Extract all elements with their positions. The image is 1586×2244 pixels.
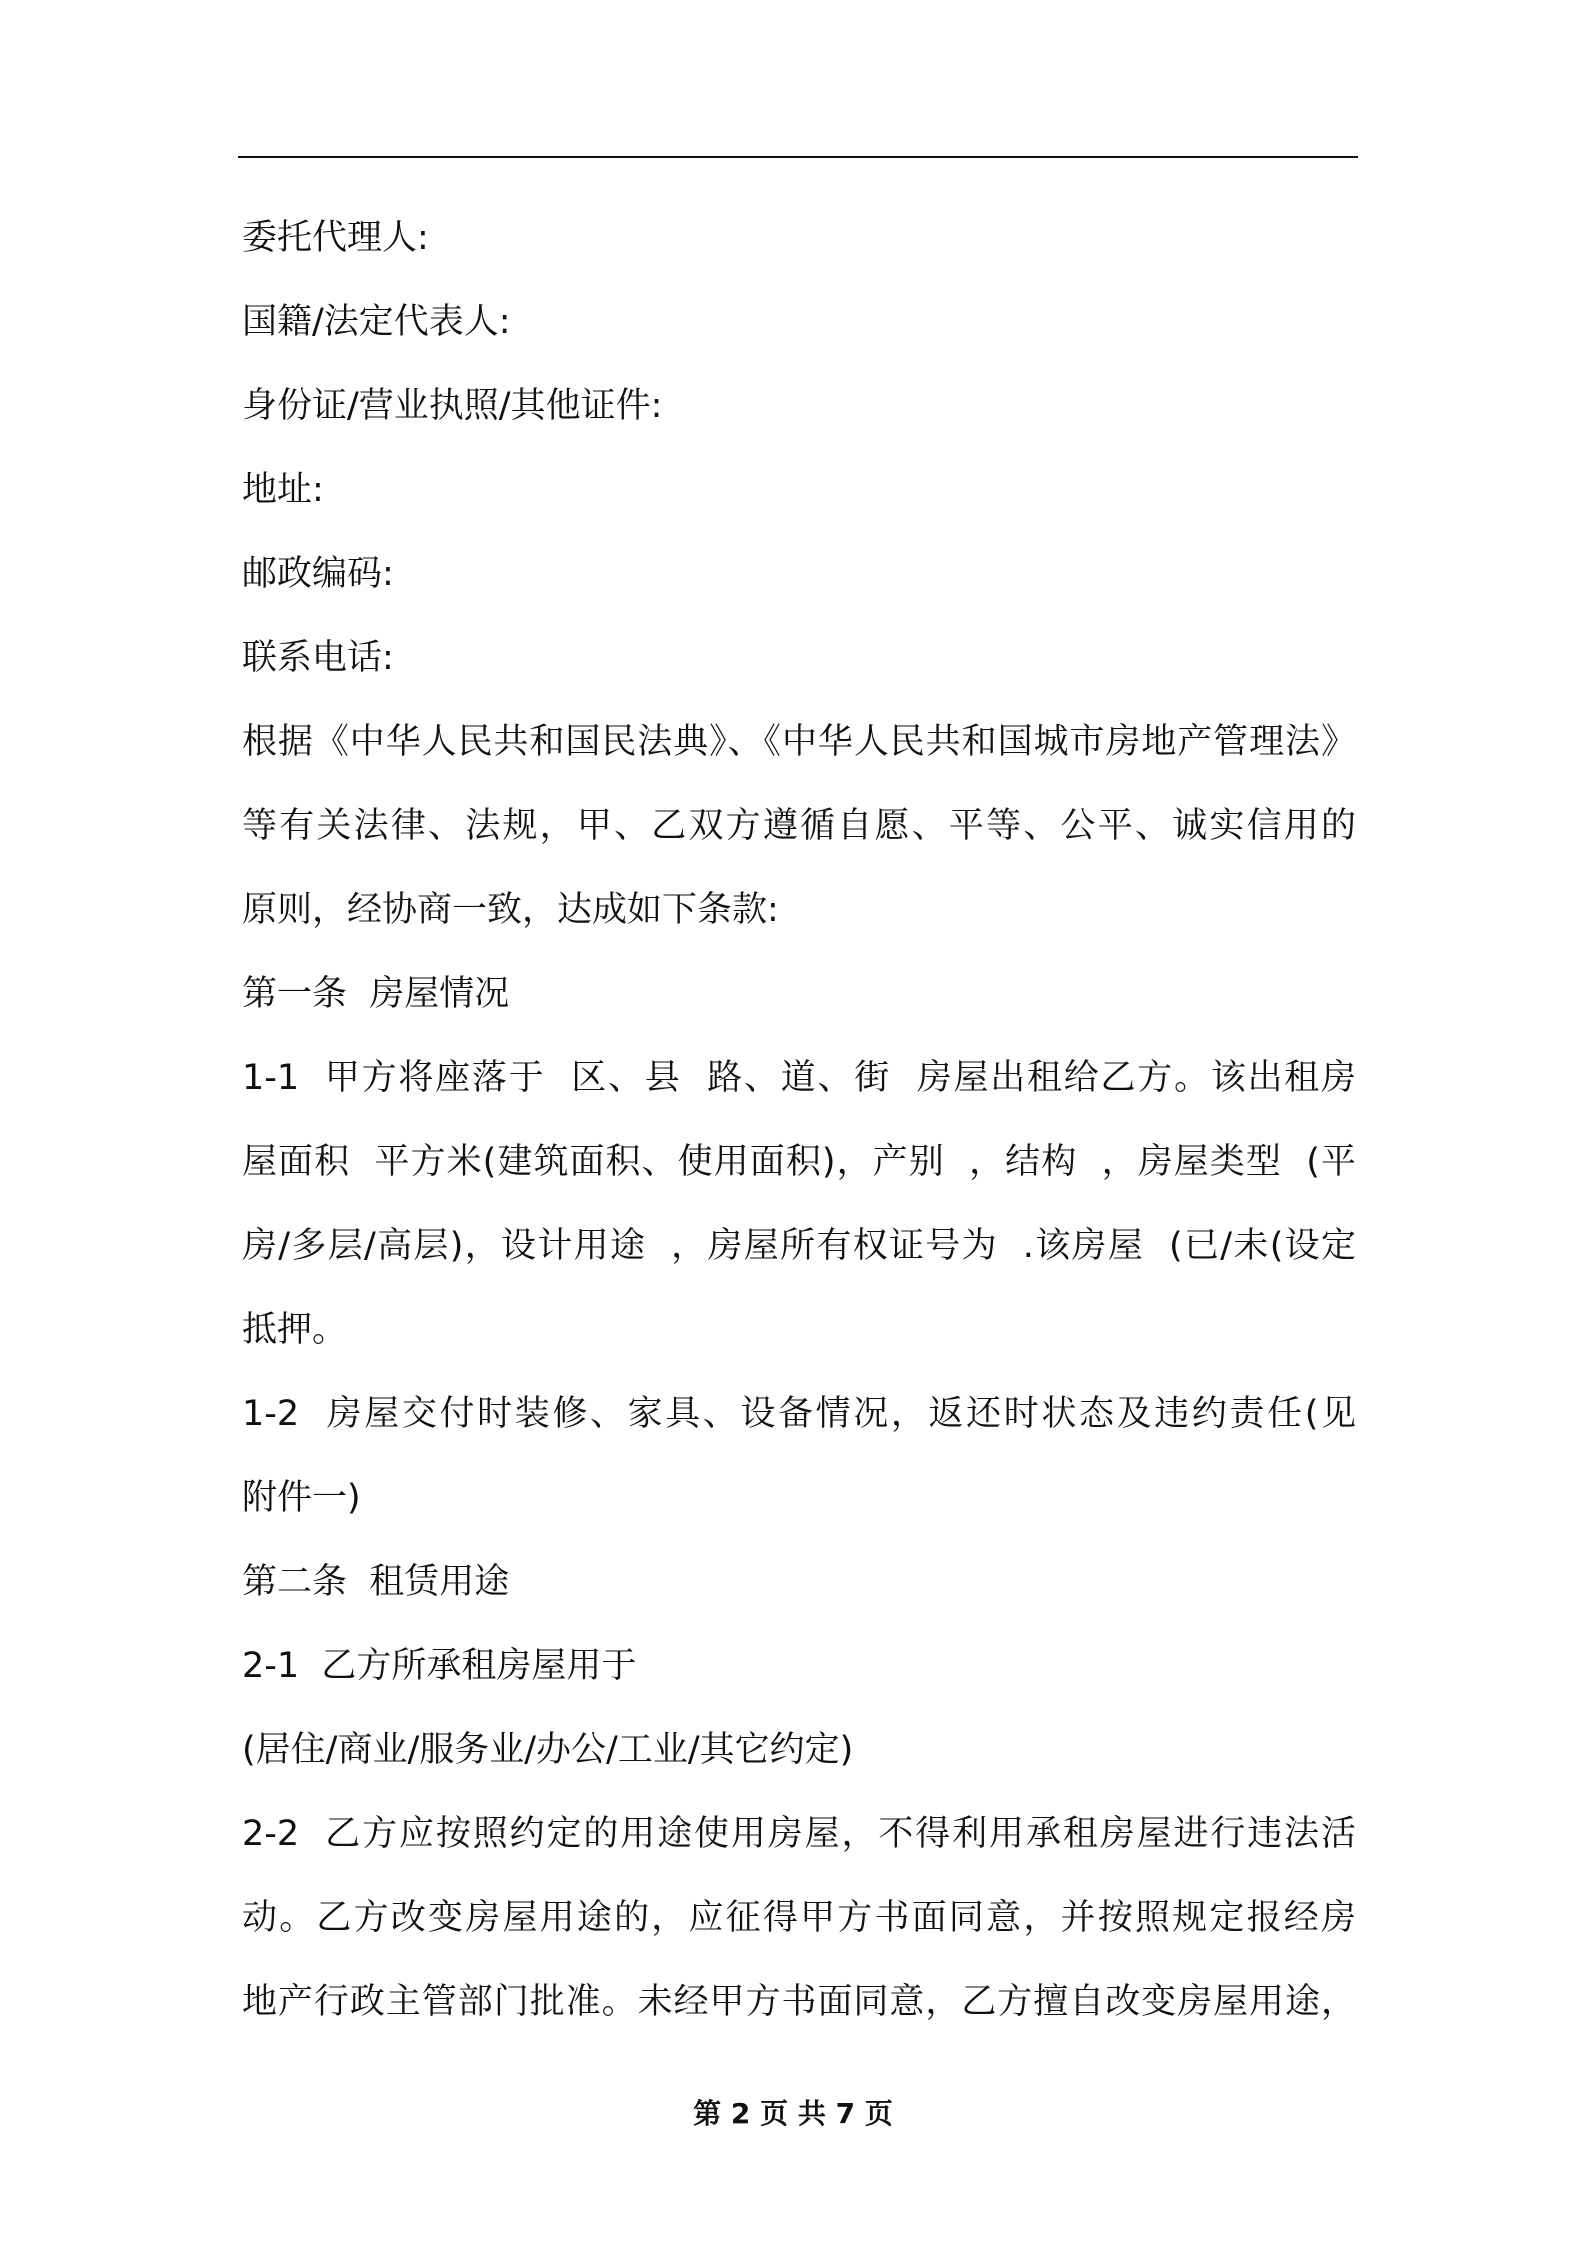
clause-1-1-line: 屋面积 平方米(建筑面积、使用面积)，产别 ，结构 ，房屋类型 (平 — [242, 1142, 1356, 1182]
clause-1-2-line: 附件一) — [242, 1478, 361, 1518]
header-rule — [238, 156, 1358, 158]
clause-1-1-line: 抵押。 — [242, 1310, 348, 1350]
article-2-heading: 第二条 租赁用途 — [242, 1562, 510, 1602]
field-postal-code: 邮政编码: — [242, 554, 394, 594]
clause-1-1-line: 1-1 甲方将座落于 区、县 路、道、街 房屋出租给乙方。该出租房 — [242, 1058, 1356, 1098]
clause-2-2-line: 2-2 乙方应按照约定的用途使用房屋，不得利用承租房屋进行违法活 — [242, 1814, 1356, 1854]
preamble-line: 等有关法律、法规，甲、乙双方遵循自愿、平等、公平、诚实信用的 — [242, 806, 1356, 846]
page-number: 第 2 页 共 7 页 — [693, 2097, 893, 2130]
clause-1-1-line: 房/多层/高层)，设计用途 ，房屋所有权证号为 .该房屋 (已/未(设定 — [242, 1226, 1356, 1266]
field-address: 地址: — [242, 470, 324, 510]
clause-1-2-line: 1-2 房屋交付时装修、家具、设备情况，返还时状态及违约责任(见 — [242, 1394, 1356, 1434]
field-nationality-representative: 国籍/法定代表人: — [242, 302, 511, 342]
clause-2-1-line: (居住/商业/服务业/办公/工业/其它约定) — [242, 1730, 854, 1770]
clause-2-2-line: 动。乙方改变房屋用途的，应征得甲方书面同意，并按照规定报经房 — [242, 1898, 1356, 1938]
clause-2-2-line: 地产行政主管部门批准。未经甲方书面同意，乙方擅自改变房屋用途， — [242, 1982, 1356, 2022]
preamble-line: 原则，经协商一致，达成如下条款: — [242, 890, 779, 930]
article-1-heading: 第一条 房屋情况 — [242, 974, 510, 1014]
field-phone: 联系电话: — [242, 638, 394, 678]
document-body — [242, 196, 1356, 2044]
preamble-line: 根据《中华人民共和国民法典》、《中华人民共和国城市房地产管理法》 — [242, 722, 1356, 762]
field-agent: 委托代理人: — [242, 218, 429, 258]
clause-2-1-line: 2-1 乙方所承租房屋用于 — [242, 1646, 637, 1686]
field-id-license: 身份证/营业执照/其他证件: — [242, 386, 663, 426]
